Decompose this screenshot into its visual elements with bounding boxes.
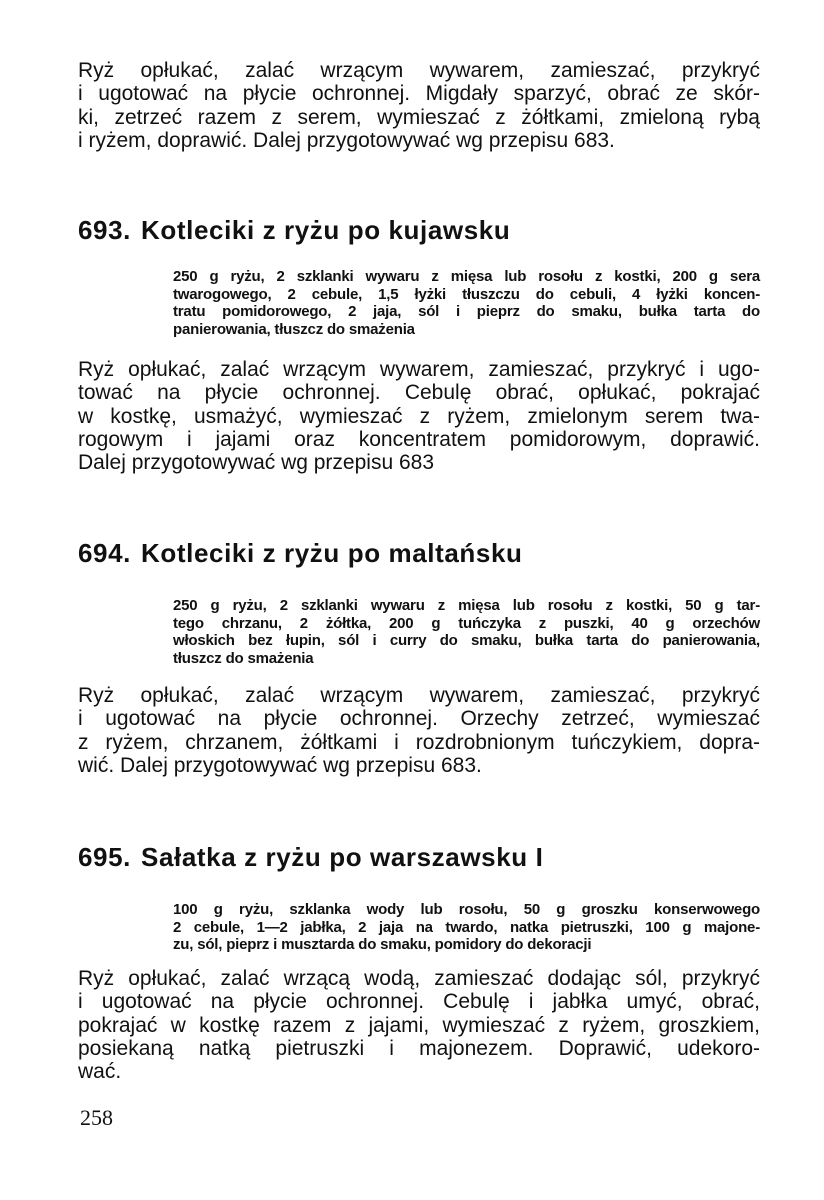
- text-line: Ryż opłukać, zalać wrzącą wodą, zamieszać dodając sól, przykryć: [78, 967, 760, 990]
- text-line: panierowania, tłuszcz do smażenia: [173, 320, 415, 338]
- watermark: wedlinydomowe.pl: [110, 1081, 729, 1155]
- recipe-title-695: [78, 842, 543, 873]
- text-line: Ryż opłukać, zalać wrzącym wywarem, zamieszać, przykryć i ugo-: [78, 358, 760, 381]
- recipe-name: Sałatka z ryżu po warszawsku I: [141, 842, 544, 872]
- method-693: [78, 358, 760, 474]
- recipe-name: Kotleciki z ryżu po maltańsku: [141, 538, 523, 568]
- page-number: 258: [80, 1105, 113, 1130]
- text-line: 100 g ryżu, szklanka wody lub rosołu, 50 g groszku konserwowego: [173, 901, 760, 918]
- text-line: w kostkę, usmażyć, wymieszać z ryżem, zmielonym serem twa-: [78, 404, 760, 428]
- ingredients-693: [173, 268, 760, 338]
- ingredients-695: [173, 901, 760, 954]
- text-line: Dalej przygotowywać wg przepisu 683: [78, 451, 435, 475]
- text-line: i ugotować na płycie ochronnej. Cebulę i jabłka umyć, obrać,: [78, 990, 760, 1014]
- text-line: Ryż opłukać, zalać wrzącym wywarem, zamieszać, przykryć: [78, 684, 760, 707]
- ingredients-694: [173, 597, 760, 667]
- text-line: pokrajać w kostkę razem z jajami, wymieszać z ryżem, groszkiem,: [78, 1013, 760, 1037]
- text-line: i ugotować na płycie ochronnej. Orzechy zetrzeć, wymieszać: [78, 707, 760, 731]
- text-line: tratu pomidorowego, 2 jaja, sól i pieprz do smaku, bułka tarta do: [173, 303, 760, 320]
- text-line: 250 g ryżu, 2 szklanki wywaru z mięsa lub rosołu z kostki, 50 g tar-: [173, 597, 760, 614]
- text-line: tego chrzanu, 2 żółtka, 200 g tuńczyka z puszki, 40 g orzechów: [173, 614, 760, 632]
- text-line: zu, sól, pieprz i musztarda do smaku, pomidory do dekoracji: [173, 936, 592, 953]
- recipe-title-693: [78, 215, 510, 246]
- text-line: Ryż opłukać, zalać wrzącym wywarem, zamieszać, przykryć: [78, 59, 760, 82]
- text-line: posiekaną natką pietruszki i majonezem. Doprawić, udekoro-: [78, 1036, 760, 1060]
- text-line: wić. Dalej przygotowywać wg przepisu 683.: [78, 753, 482, 777]
- recipe-number: 693.: [78, 215, 132, 245]
- text-line: z ryżem, chrzanem, żółtkami i rozdrobnionym tuńczykiem, dopra-: [78, 730, 760, 754]
- text-line: 250 g ryżu, 2 szklanki wywaru z mięsa lub rosołu z kostki, 200 g sera: [173, 268, 760, 285]
- text-line: rogowym i jajami oraz koncentratem pomidorowym, doprawić.: [78, 427, 760, 451]
- text-line: i ryżem, doprawić. Dalej przygotowywać wg przepisu 683.: [78, 128, 615, 152]
- recipe-number: 694.: [78, 538, 132, 568]
- text-line: tłuszcz do smażenia: [173, 649, 314, 667]
- text-line: tować na płycie ochronnej. Cebulę obrać, opłukać, pokrajać: [78, 381, 760, 405]
- text-line: 2 cebule, 1—2 jabłka, 2 jaja na twardo, natka pietruszki, 100 g majone-: [173, 918, 760, 936]
- text-line: ki, zetrzeć razem z serem, wymieszać z żółtkami, zmieloną rybą: [78, 105, 760, 129]
- text-line: i ugotować na płycie ochronnej. Migdały sparzyć, obrać ze skór-: [78, 82, 760, 106]
- text-line: wać.: [78, 1060, 122, 1084]
- text-line: twarogowego, 2 cebule, 1,5 łyżki tłuszczu do cebuli, 4 łyżki koncen-: [173, 285, 760, 303]
- method-694: [78, 684, 760, 777]
- method-695: [78, 967, 760, 1083]
- intro-paragraph: [78, 59, 760, 152]
- recipe-name: Kotleciki z ryżu po kujawsku: [141, 215, 511, 245]
- recipe-number: 695.: [78, 842, 132, 872]
- text-line: włoskich bez łupin, sól i curry do smaku, bułka tarta do panierowania,: [173, 632, 760, 649]
- recipe-title-694: [78, 538, 523, 569]
